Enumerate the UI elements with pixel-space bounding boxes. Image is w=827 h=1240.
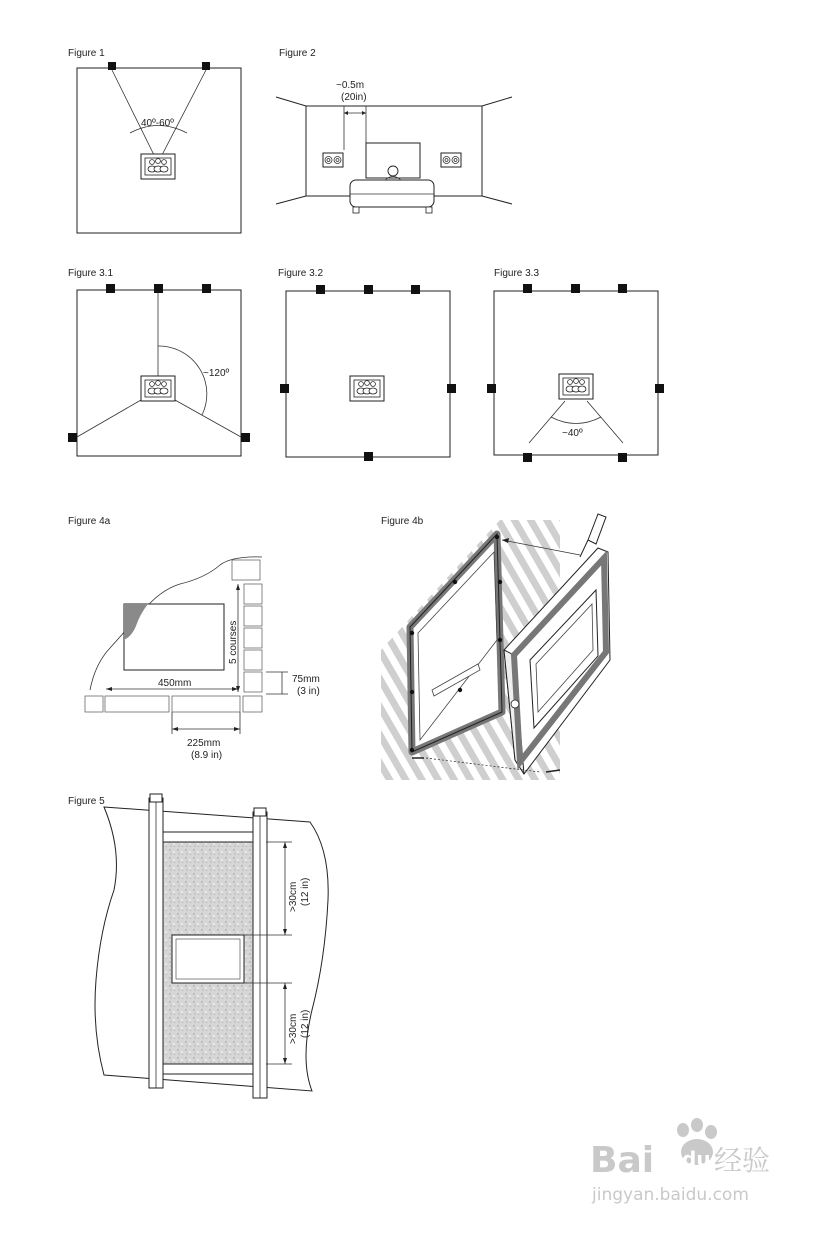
figure-3-2: [278, 268, 456, 461]
figure-2: [276, 48, 512, 213]
speaker-marker: [487, 384, 496, 393]
offset-sub-label: (8.9 in): [191, 750, 223, 761]
gap-top-sub-label: (12 in): [300, 877, 311, 906]
watermark-url: jingyan.baidu.com: [592, 1185, 749, 1205]
angle-label: ~40º: [562, 428, 583, 439]
speaker-marker: [364, 285, 373, 294]
speaker-marker: [618, 284, 627, 293]
speaker-marker: [571, 284, 580, 293]
sealant-bead: [410, 534, 502, 752]
listener-sofa-icon: [559, 374, 593, 399]
offset-label: 225mm: [187, 738, 221, 749]
speaker-marker: [202, 284, 211, 293]
watermark-brand-du: du: [682, 1147, 711, 1171]
speaker-marker: [202, 62, 210, 70]
figure-2-caption: Figure 2: [279, 48, 316, 59]
gap-bottom-label: >30cm: [288, 1013, 299, 1044]
figure-3-2-caption: Figure 3.2: [278, 268, 324, 279]
angle-arc: [551, 417, 601, 424]
speaker-marker: [154, 284, 163, 293]
speaker-marker: [106, 284, 115, 293]
speaker-marker: [364, 452, 373, 461]
speaker-marker: [447, 384, 456, 393]
watermark: [590, 1118, 770, 1205]
width-label: 450mm: [158, 678, 192, 689]
figure-3-3: [487, 268, 664, 462]
figure-3-3-caption: Figure 3.3: [494, 268, 540, 279]
figure-1-caption: Figure 1: [68, 48, 105, 59]
figure-4b: [370, 510, 610, 790]
watermark-brand-cn: 经验: [714, 1144, 771, 1177]
room-outline: [77, 68, 241, 233]
height-label: 75mm: [292, 674, 320, 685]
distance-sub-label: (20in): [341, 92, 367, 103]
sofa-with-listener-icon: [350, 166, 434, 213]
speaker-marker: [241, 433, 250, 442]
gap-top-label: >30cm: [288, 881, 299, 912]
watermark-brand: Bai: [590, 1140, 655, 1181]
figure-5: [68, 794, 328, 1098]
distance-label: ~0.5m: [336, 80, 365, 91]
wall-stud: [149, 794, 163, 1088]
speaker-marker: [316, 285, 325, 294]
speaker-marker: [108, 62, 116, 70]
speaker-marker: [280, 384, 289, 393]
height-sub-label: (3 in): [297, 686, 320, 697]
speaker-marker: [523, 284, 532, 293]
speaker-marker: [68, 433, 77, 442]
listener-sofa-icon: [350, 376, 384, 401]
figure-4b-caption: Figure 4b: [381, 516, 424, 527]
angle-label: 40º-60º: [141, 118, 174, 129]
speaker-cutout: [172, 935, 244, 983]
speaker-marker: [618, 453, 627, 462]
courses-label: 5 courses: [228, 620, 239, 664]
figure-4a-caption: Figure 4a: [68, 516, 111, 527]
gap-bottom-sub-label: (12 in): [300, 1009, 311, 1038]
angle-label: ~120º: [203, 368, 230, 379]
left-speaker-icon: [323, 153, 343, 167]
speaker-marker: [523, 453, 532, 462]
speaker-marker: [411, 285, 420, 294]
figure-4a: [68, 516, 320, 761]
listener-sofa-icon: [141, 154, 175, 179]
figure-3-1: [68, 268, 250, 456]
figure-3-1-caption: Figure 3.1: [68, 268, 114, 279]
wall-stud: [253, 808, 267, 1098]
bottom-brick-row: [85, 696, 262, 712]
figure-1: [68, 48, 241, 233]
speaker-marker: [655, 384, 664, 393]
listener-sofa-icon: [141, 376, 175, 401]
right-speaker-icon: [441, 153, 461, 167]
figure-5-caption: Figure 5: [68, 796, 105, 807]
